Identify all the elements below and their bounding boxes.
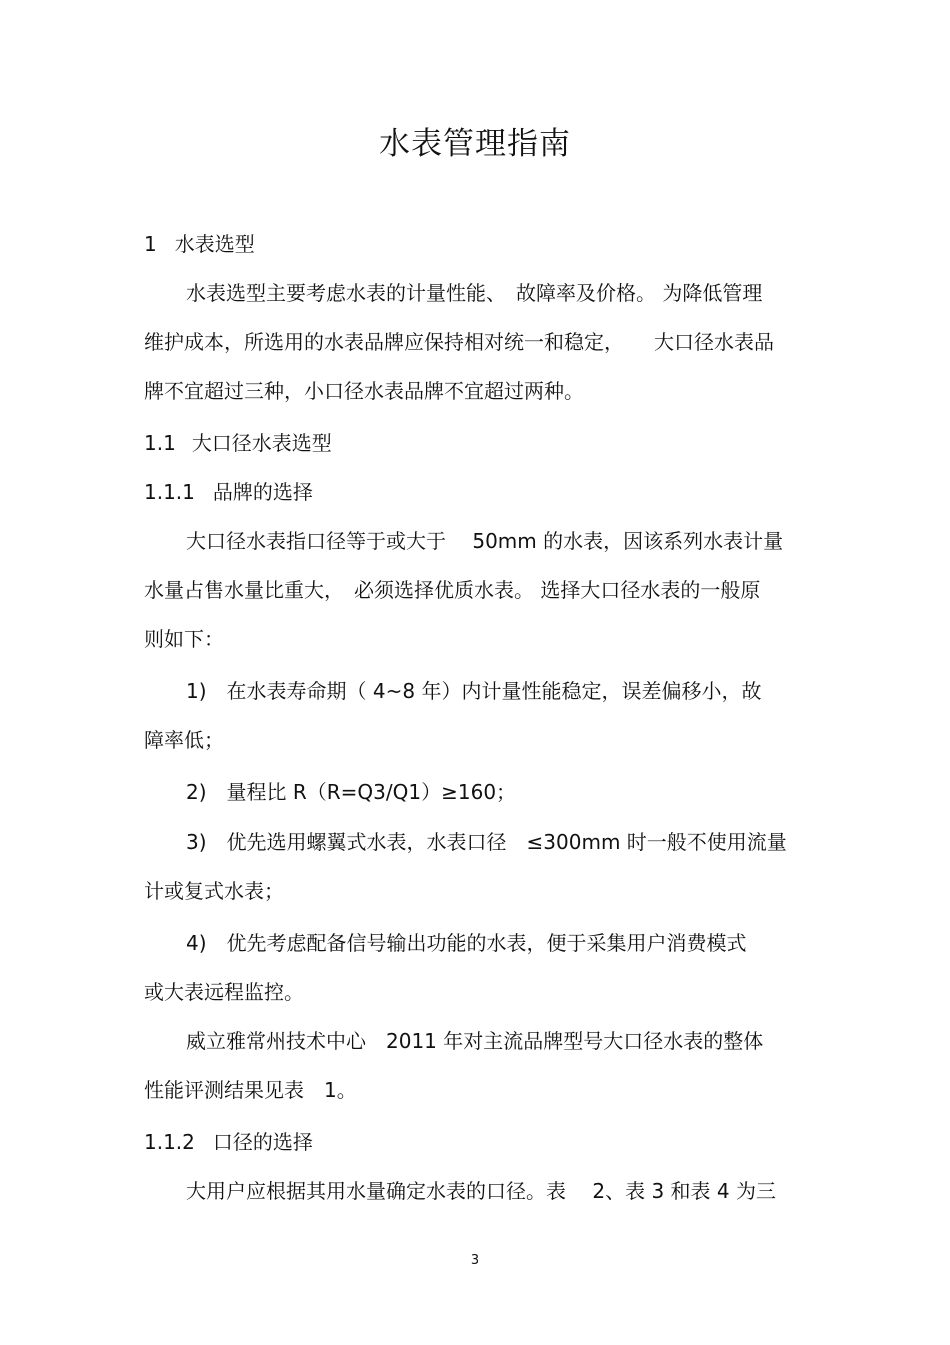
- list-item-line: 或大表远程监控。: [144, 980, 304, 1004]
- paragraph-line: 水量占售水量比重大， 必须选择优质水表。 选择大口径水表的一般原: [144, 578, 761, 602]
- section-title: 口径的选择: [212, 1130, 313, 1154]
- paragraph-line: 水表选型主要考虑水表的计量性能、 故障率及价格。 为降低管理: [186, 281, 763, 305]
- section-heading-1-1-2: [144, 1128, 313, 1156]
- list-item-line: 障率低；: [144, 728, 224, 752]
- page-number: 3: [470, 1253, 480, 1268]
- list-item-line: 4) 优先考虑配备信号输出功能的水表，便于采集用户消费模式: [186, 931, 747, 955]
- paragraph-line: 牌不宜超过三种，小口径水表品牌不宜超过两种。: [144, 379, 584, 403]
- section-number: 1.1.2: [144, 1130, 195, 1154]
- paragraph-line: 大用户应根据其用水量确定水表的口径。表 2、表 3 和表 4 为三: [186, 1179, 776, 1203]
- list-item-line: 计或复式水表；: [144, 879, 284, 903]
- paragraph-line: 性能评测结果见表 1。: [144, 1078, 357, 1102]
- list-item-line: 2) 量程比 R（R=Q3/Q1）≥160；: [186, 780, 517, 804]
- paragraph-line: 则如下：: [144, 627, 224, 651]
- section-title: 水表选型: [174, 232, 255, 256]
- list-item-line: 1) 在水表寿命期（ 4~8 年）内计量性能稳定，误差偏移小，故: [186, 679, 762, 703]
- section-title: 品牌的选择: [212, 480, 313, 504]
- list-item-line: 3) 优先选用螺翼式水表，水表口径 ≤300mm 时一般不使用流量: [186, 830, 787, 854]
- paragraph-line: 威立雅常州技术中心 2011 年对主流品牌型号大口径水表的整体: [186, 1029, 764, 1053]
- page-title: 水表管理指南: [379, 126, 571, 162]
- section-number: 1: [144, 232, 157, 256]
- section-title: 大口径水表选型: [191, 431, 332, 455]
- paragraph-line: 维护成本，所选用的水表品牌应保持相对统一和稳定， 大口径水表品: [144, 330, 774, 354]
- section-number: 1.1.1: [144, 480, 195, 504]
- paragraph-line: 大口径水表指口径等于或大于 50mm 的水表，因该系列水表计量: [186, 529, 784, 553]
- section-heading-1: [144, 230, 255, 258]
- section-heading-1-1-1: [144, 478, 313, 506]
- section-heading-1-1: [144, 429, 332, 457]
- section-number: 1.1: [144, 431, 176, 455]
